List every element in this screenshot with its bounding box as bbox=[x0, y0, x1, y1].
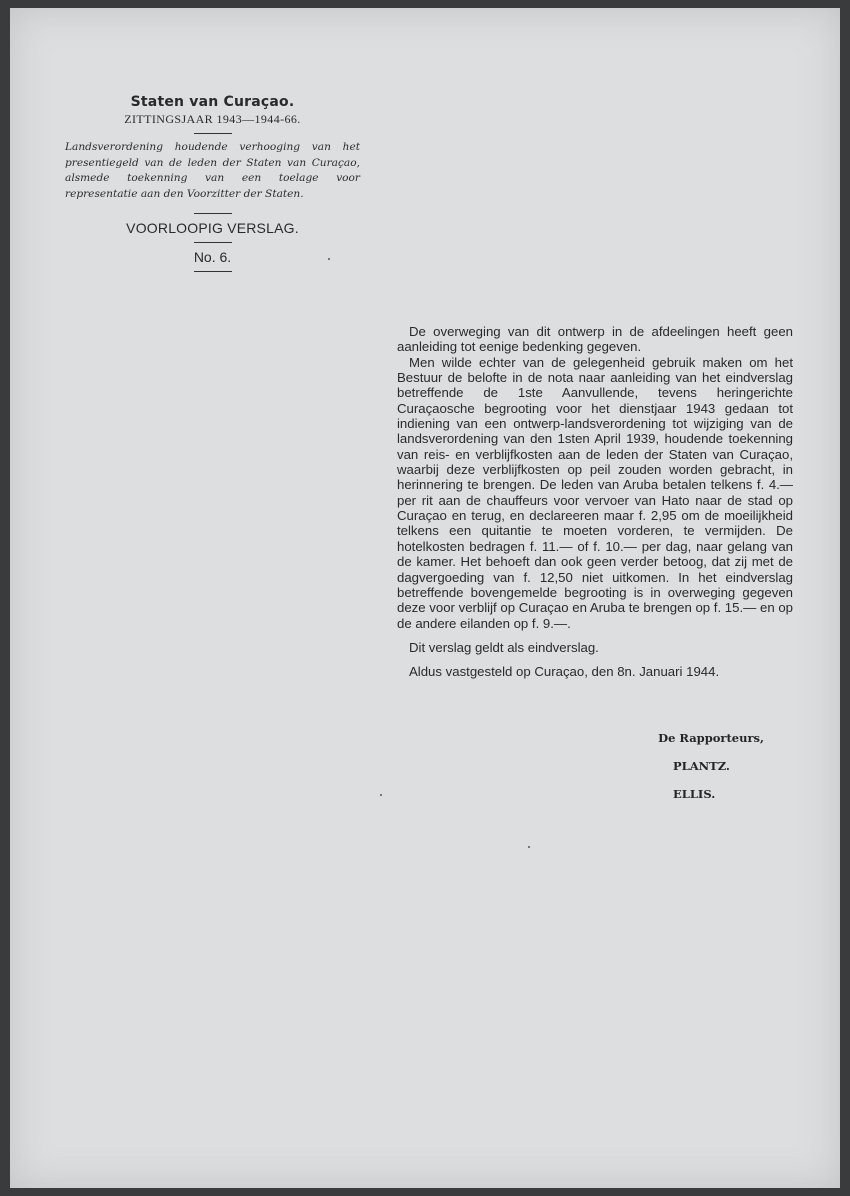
document-header bbox=[65, 94, 360, 278]
paper-speck bbox=[328, 258, 330, 260]
assembly-title: Staten van Curaçao. bbox=[130, 94, 295, 110]
document-number: No. 6. bbox=[193, 248, 232, 265]
paragraph: Aldus vastgesteld op Curaçao, den 8n. Januari 1944. bbox=[409, 664, 720, 680]
paper-speck bbox=[528, 846, 530, 848]
document-page bbox=[10, 8, 840, 1188]
signature-block bbox=[570, 731, 770, 815]
rapporteur-name: PLANTZ. bbox=[673, 759, 730, 773]
document-kind: VOORLOOPIG VERSLAG. bbox=[126, 219, 299, 236]
rapporteur-name: ELLIS. bbox=[673, 787, 716, 801]
report-body bbox=[397, 324, 793, 680]
divider bbox=[194, 271, 232, 272]
session-year: ZITTINGSJAAR 1943—1944-66. bbox=[124, 112, 301, 126]
paragraph: Dit verslag geldt als eindverslag. bbox=[409, 639, 599, 655]
ordinance-subject: Landsverordening houdende verhooging van het presentiegeld van de leden der Staten van Curaçao, alsmede toekenning van een toelage voor representatie aan den Voorzitter der Staten. bbox=[65, 141, 360, 201]
paragraph: Men wilde echter van de gelegenheid gebruik maken om het Bestuur de belofte in de nota naar aanleiding van het eindverslag betreffende de 1ste Aanvullende, tevens heringerichte Curaçaosche begrooting voor het dienstjaar 1943 gedaan tot indiening van een ontwerp-landsverordening tot wijziging van de landsverordening van den 1sten April 1939, houdende toekenning van reis- en verblijfkosten aan de leden der Staten van Curaçao, waarbij deze verblijfkosten op peil zouden worden gebracht, in herinnering te brengen. De leden van Aruba betalen telkens f. 4.— per rit aan de chauffeurs voor vervoer van Hato naar de stad op Curaçao en terug, en declareeren maar f. 2,95 om de moeilijkheid telkens een quitantie te moeten vorderen, te vermijden. De hotelkosten bedragen f. 11.— of f. 10.— per dag, naar gelang van de kamer. Het behoeft dan ook geen verder betoog, dat zij met de dagvergoeding van f. 12,50 niet uitkomen. In het eindverslag betreffende bovengemelde begrooting is in overweging gegeven deze voor verblijf op Curaçao en Aruba te brengen op f. 15.— en op de andere eilanden op f. 9.—. bbox=[397, 354, 793, 631]
paper-speck bbox=[380, 794, 382, 796]
divider bbox=[194, 213, 232, 214]
divider bbox=[194, 133, 232, 134]
divider bbox=[194, 242, 232, 243]
rapporteurs-title: De Rapporteurs, bbox=[658, 731, 764, 745]
paragraph: De overweging van dit ontwerp in de afdeelingen heeft geen aanleiding tot eenige bedenking gegeven. bbox=[397, 324, 793, 355]
